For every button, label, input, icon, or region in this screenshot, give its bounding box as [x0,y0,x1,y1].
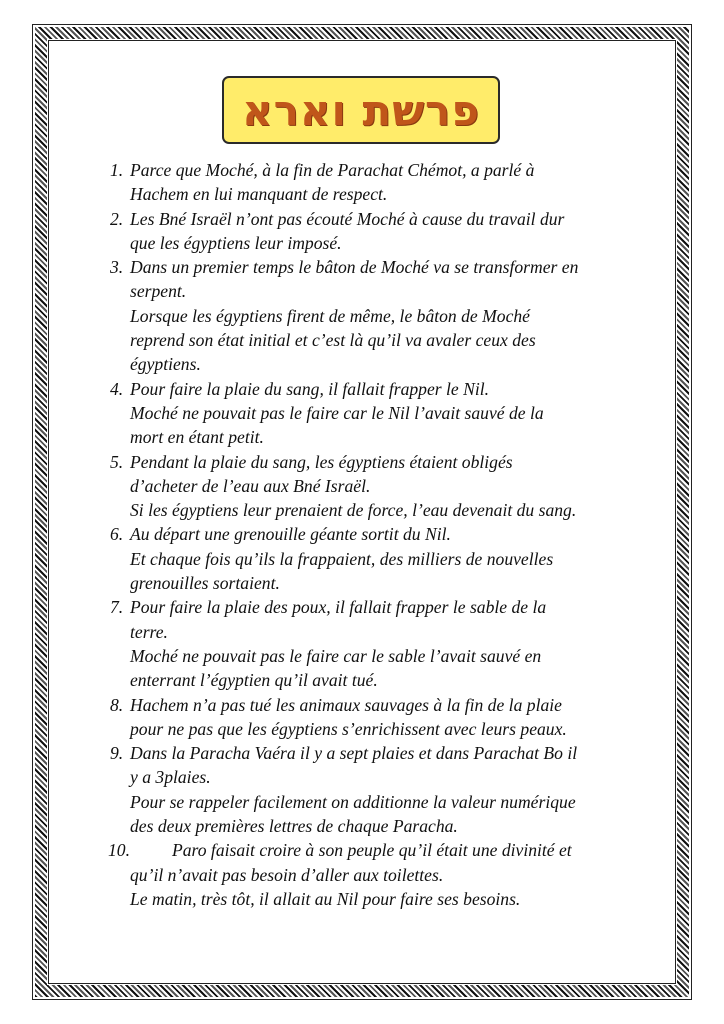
item-line: Paro faisait croire à son peuple qu’il était une divinité et [172,840,572,861]
item-number: 6. [110,524,124,545]
title-banner [222,76,500,144]
item-line: que les égyptiens leur imposé. [130,232,342,253]
item-line: reprend son état initial et c’est là qu’il va avaler ceux des [130,330,536,351]
item-line: Hachem en lui manquant de respect. [130,184,388,205]
item-line: Dans la Paracha Vaéra il y a sept plaies et dans Parachat Bo il [130,743,578,764]
item-line: pour ne pas que les égyptiens s’enrichissent avec leurs peaux. [130,718,567,739]
item-line: Hachem n’a pas tué les animaux sauvages à la fin de la plaie [130,694,562,715]
item-line: Pour faire la plaie des poux, il fallait frapper le sable de la [130,597,547,618]
item-line: mort en étant petit. [130,427,264,448]
item-line: d’acheter de l’eau aux Bné Israël. [130,475,371,496]
item-line: Parce que Moché, à la fin de Parachat Chémot, a parlé à [130,160,535,180]
item-number: 2. [110,208,124,229]
page-title: פרשת וארא [242,85,480,135]
item-line: Moché ne pouvait pas le faire car le sable l’avait sauvé en [130,645,542,666]
list-item [110,255,650,376]
list-item [110,693,650,742]
item-line: des deux premières lettres de chaque Paracha. [130,816,458,837]
item-number: 7. [110,597,124,618]
item-number: 9. [110,743,124,764]
item-number: 10. [108,840,130,861]
item-line: y a 3plaies. [130,767,211,788]
list-item [110,838,650,911]
item-line: enterrant l’égyptien qu’il avait tué. [130,670,378,691]
item-line: qu’il n’avait pas besoin d’aller aux toilettes. [130,864,444,885]
list-item [110,450,650,523]
item-line: Lorsque les égyptiens firent de même, le bâton de Moché [130,305,530,326]
list-item [110,207,650,256]
item-line: Le matin, très tôt, il allait au Nil pour faire ses besoins. [130,888,521,909]
item-number: 5. [110,451,124,472]
item-line: Pour faire la plaie du sang, il fallait frapper le Nil. [130,378,490,399]
list-item [110,595,650,692]
list-item [110,377,650,450]
item-line: Pour se rappeler facilement on additionne la valeur numérique [130,791,576,812]
item-line: Et chaque fois qu’ils la frappaient, des milliers de nouvelles [130,548,554,569]
list-item [110,741,650,838]
item-line: Si les égyptiens leur prenaient de force, l’eau devenait du sang. [130,500,577,521]
item-line: grenouilles sortaient. [130,573,280,594]
item-line: serpent. [130,281,187,302]
answer-list [110,158,650,911]
list-item [110,522,650,595]
item-number: 8. [110,694,124,715]
item-number: 3. [110,257,124,278]
item-line: Au départ une grenouille géante sortit du Nil. [130,524,451,545]
item-line: Moché ne pouvait pas le faire car le Nil l’avait sauvé de la [130,402,544,423]
item-line: Les Bné Israël n’ont pas écouté Moché à cause du travail dur [130,208,565,229]
item-line: terre. [130,621,168,642]
item-number: 1. [110,160,124,180]
item-line: Dans un premier temps le bâton de Moché va se transformer en [130,257,579,278]
item-line: Pendant la plaie du sang, les égyptiens étaient obligés [130,451,513,472]
list-item [110,158,650,207]
item-number: 4. [110,378,124,399]
item-line: égyptiens. [130,354,201,375]
